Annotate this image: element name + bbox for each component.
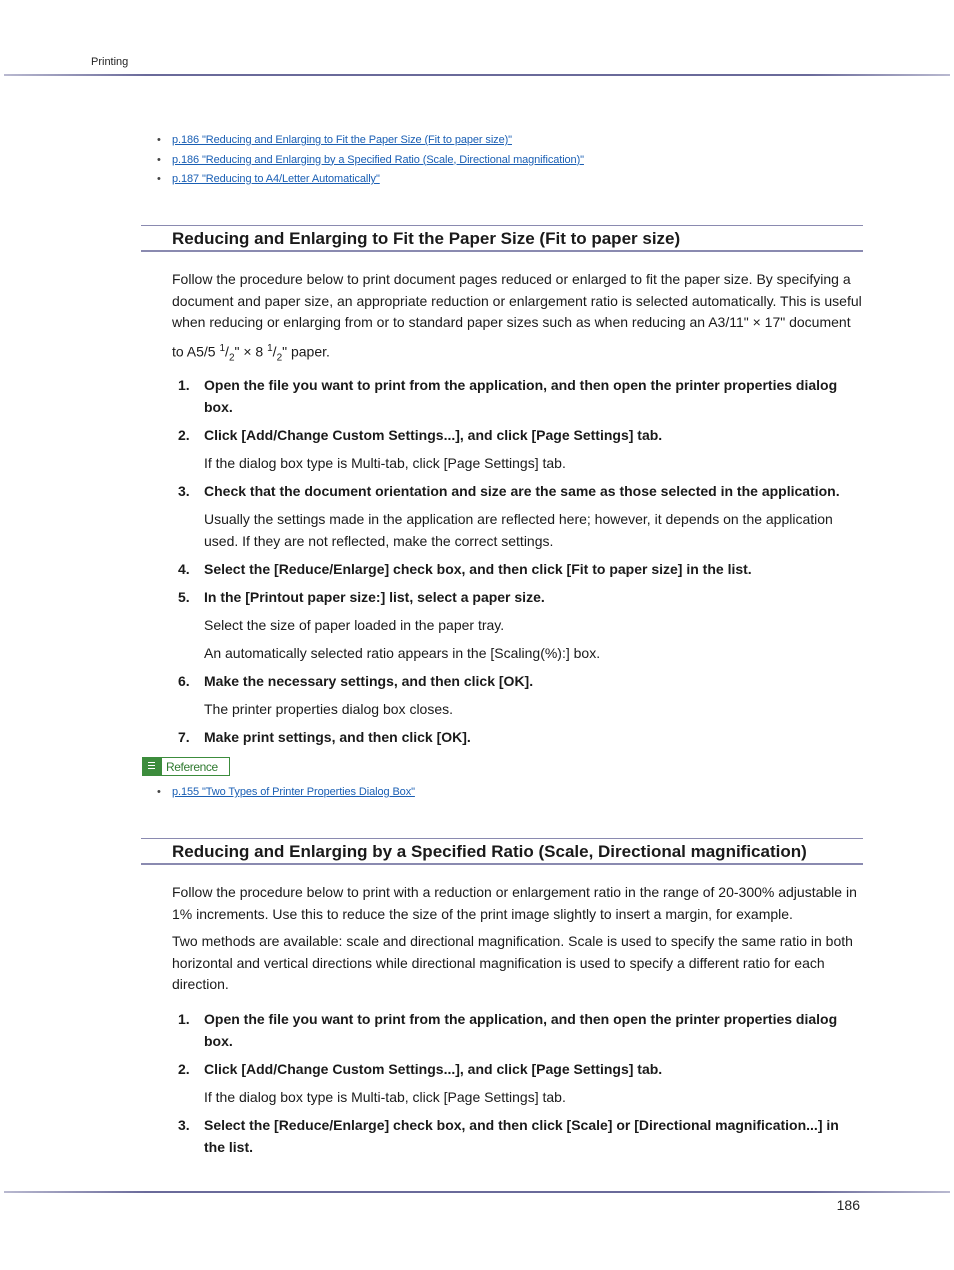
step-5-note-a: Select the size of paper loaded in the paper tray. [204, 617, 505, 633]
reference-label: Reference [166, 759, 218, 774]
intro-line: Follow the procedure below to print document pages reduced or enlarged to fit the paper size. By specifying a [172, 271, 851, 287]
bullet-icon: • [157, 134, 161, 146]
footer-rule [4, 1191, 950, 1193]
list-item [157, 153, 584, 173]
link-specified-ratio[interactable]: p.186 "Reducing and Enlarging by a Specified Ratio (Scale, Directional magnification)" [172, 153, 584, 166]
step-5-note-b: An automatically selected ratio appears in the [Scaling(%):] box. [204, 645, 601, 661]
section2-intro-2: Two methods are available: scale and directional magnification. Scale is used to specify the same ratio in both horizontal and vertical directions while directional magnification is used to specify a different ratio for each direction. [172, 933, 853, 992]
section1-intro [172, 269, 862, 368]
page-number: 186 [836, 1197, 860, 1213]
list-item [157, 133, 584, 153]
step-4: 4. Select the [Reduce/Enlarge] check box, and then click [Fit to paper size] in the list. [178, 561, 752, 577]
link-fit-to-paper-size[interactable]: p.186 "Reducing and Enlarging to Fit the Paper Size (Fit to paper size)" [172, 134, 512, 146]
intro-line: to A5/5 $^1/_2$" × 8 $^1/_2$" paper. [172, 342, 330, 363]
step-1: 1. Open the file you want to print from the application, and then open the printer properties dialog box. [178, 377, 838, 415]
step-3-note: Usually the settings made in the application are reflected here; however, it depends on the application used. If they are not reflected, make the correct settings. [204, 511, 833, 549]
section-title-specified-ratio: Reducing and Enlarging by a Specified Ratio (Scale, Directional magnification) [141, 838, 863, 865]
step-6: 6. Make the necessary settings, and then click [OK]. [178, 673, 534, 689]
bullet-icon: • [157, 173, 161, 185]
bullet-icon: • [157, 153, 161, 166]
step-5: 5. In the [Printout paper size:] list, select a paper size. [178, 589, 545, 605]
step-6-note: The printer properties dialog box closes. [204, 701, 454, 717]
intro-line: when reducing or enlarging from or to standard paper sizes such as when reducing an A3/11" × 17" document [172, 314, 851, 330]
section-title-fit-to-paper: Reducing and Enlarging to Fit the Paper Size (Fit to paper size) [141, 225, 863, 252]
intro-line: document and paper size, an appropriate reduction or enlargement ratio is selected automatically. This is useful [172, 292, 862, 309]
running-header: Printing [91, 56, 129, 68]
reference-badge [142, 757, 230, 776]
step-2-note: If the dialog box type is Multi-tab, click [Page Settings] tab. [204, 455, 566, 471]
step-2: 2. Click [Add/Change Custom Settings...], and click [Page Settings] tab. [178, 1061, 663, 1077]
step-3: 3. Select the [Reduce/Enlarge] check box, and then click [Scale] or [Directional magnification...] in the list. [178, 1117, 839, 1155]
step-2: 2. Click [Add/Change Custom Settings...], and click [Page Settings] tab. [178, 427, 663, 443]
list-item [157, 172, 584, 192]
document-icon [142, 757, 162, 776]
step-2-note: If the dialog box type is Multi-tab, click [Page Settings] tab. [204, 1089, 566, 1105]
step-3: 3. Check that the document orientation and size are the same as those selected in the application. [178, 483, 840, 499]
list-item [157, 785, 415, 805]
link-reduce-a4-letter[interactable]: p.187 "Reducing to A4/Letter Automatically" [172, 173, 380, 185]
step-1: 1. Open the file you want to print from the application, and then open the printer properties dialog box. [178, 1011, 838, 1049]
header-rule [4, 74, 950, 76]
bullet-icon: • [157, 786, 161, 798]
section-link-list [157, 133, 584, 192]
link-printer-properties-dialog[interactable]: p.155 "Two Types of Printer Properties Dialog Box" [172, 786, 415, 798]
step-7: 7. Make print settings, and then click [OK]. [178, 729, 471, 745]
section2-intro-1: Follow the procedure below to print with a reduction or enlargement ratio in the range of 20-300% adjustable in 1% increments. Use this to reduce the size of the print image slightly to insert a margin, for example. [172, 884, 857, 922]
reference-link-list [157, 785, 415, 805]
